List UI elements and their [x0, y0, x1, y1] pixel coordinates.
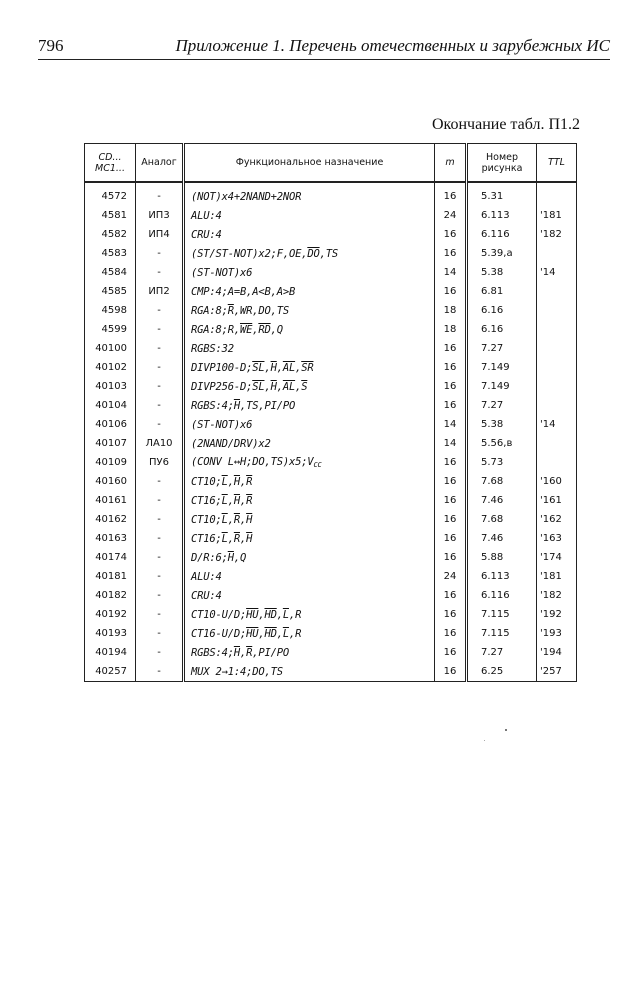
ic-table — [84, 143, 577, 682]
cell-function: $CT10;\overline{L},\overline{H},\overline{R}$ — [184, 472, 435, 491]
cell-m: 16 — [435, 624, 467, 643]
cell-analog: - — [136, 182, 184, 206]
inverted-signal: $\overline{SR}$ — [301, 361, 314, 374]
cell-analog: - — [136, 263, 184, 282]
cell-analog: ЛА10 — [136, 434, 184, 453]
table-row — [85, 567, 577, 586]
cell-function: $D/R:6;\overline{H},Q$ — [184, 548, 435, 567]
inverted-signal: $\overline{R}$ — [246, 475, 253, 488]
cell-analog: - — [136, 567, 184, 586]
cell-cd: 40257 — [85, 662, 136, 682]
table-row — [85, 510, 577, 529]
col-header-function: Функциональное назначение — [184, 144, 435, 183]
cell-figure: 5.39,a — [467, 244, 537, 263]
cell-analog: - — [136, 548, 184, 567]
table-row — [85, 339, 577, 358]
cell-figure: 7.68 — [467, 510, 537, 529]
table-row — [85, 282, 577, 301]
cell-ttl: '163 — [537, 529, 577, 548]
cell-m: 24 — [435, 206, 467, 225]
cell-figure: 6.116 — [467, 225, 537, 244]
cell-m: 14 — [435, 434, 467, 453]
cell-cd: 40174 — [85, 548, 136, 567]
table-row — [85, 434, 577, 453]
cell-figure: 7.27 — [467, 643, 537, 662]
cell-analog: ИП2 — [136, 282, 184, 301]
cell-m: 16 — [435, 643, 467, 662]
inverted-signal: $\overline{SL}$ — [252, 361, 265, 374]
cell-function: $CT16;\overline{L},\overline{R},\overline{H}$ — [184, 529, 435, 548]
cell-function: $RGA:8;\overline{R},WR,DO,TS$ — [184, 301, 435, 320]
cell-figure: 7.27 — [467, 396, 537, 415]
cell-m: 14 — [435, 263, 467, 282]
cell-m: 16 — [435, 282, 467, 301]
cell-figure: 6.116 — [467, 586, 537, 605]
cell-ttl: '161 — [537, 491, 577, 510]
inverted-signal: $\overline{L}$ — [282, 608, 289, 621]
cell-analog: ПУ6 — [136, 453, 184, 472]
cell-function: (CONV $L\leftrightarrow H;DO,TS)x5;V_{CC}$ — [184, 453, 435, 472]
cell-cd: 40104 — [85, 396, 136, 415]
table-row — [85, 377, 577, 396]
cell-ttl: '194 — [537, 643, 577, 662]
col-header-figure-line1: Номер — [486, 151, 518, 163]
cell-m: 18 — [435, 301, 467, 320]
cell-ttl: '181 — [537, 206, 577, 225]
cell-function: $CT10;\overline{L},\overline{R},\overline{H}$ — [184, 510, 435, 529]
cell-m: 16 — [435, 605, 467, 624]
inverted-signal: $\overline{HD}$ — [264, 627, 277, 640]
cell-cd: 4585 — [85, 282, 136, 301]
cell-cd: 4599 — [85, 320, 136, 339]
cell-ttl: '162 — [537, 510, 577, 529]
inverted-signal: $\overline{L}$ — [282, 627, 289, 640]
cell-figure: 5.31 — [467, 182, 537, 206]
cell-figure: 7.149 — [467, 377, 537, 396]
cell-m: 16 — [435, 548, 467, 567]
cell-figure: 6.25 — [467, 662, 537, 682]
table-row — [85, 529, 577, 548]
cell-analog: - — [136, 510, 184, 529]
col-header-figure-line2: рисунка — [481, 162, 523, 174]
cell-function: $DIVP256-D;\overline{SL},\overline{H},\overline{AL},\overline{S}$ — [184, 377, 435, 396]
table-row — [85, 472, 577, 491]
inverted-signal: $\overline{L}$ — [221, 475, 228, 488]
table-row — [85, 263, 577, 282]
inverted-signal: $\overline{DO}$ — [307, 247, 320, 260]
cell-ttl — [537, 182, 577, 206]
scan-speck — [484, 740, 485, 741]
cell-function: $RGBS:4;\overline{H},\overline{R},PI/PO$ — [184, 643, 435, 662]
table-header-row — [85, 144, 577, 183]
cell-figure: 7.27 — [467, 339, 537, 358]
col-header-cd-line2: MC1... — [95, 162, 125, 174]
inverted-signal: $\overline{H}$ — [246, 532, 253, 545]
inverted-signal: $\overline{H}$ — [270, 361, 277, 374]
cell-analog: - — [136, 624, 184, 643]
cell-function: MUX 2→1:4;DO,TS — [184, 662, 435, 682]
cell-m: 16 — [435, 225, 467, 244]
cell-ttl — [537, 377, 577, 396]
cell-analog: ИП3 — [136, 206, 184, 225]
inverted-signal: $\overline{H}$ — [233, 399, 240, 412]
cell-cd: 40182 — [85, 586, 136, 605]
table-row — [85, 453, 577, 472]
col-header-cd-line1: CD... — [98, 151, 122, 163]
table-row — [85, 491, 577, 510]
cell-function: $RGBS:4;\overline{H},TS,PI/PO$ — [184, 396, 435, 415]
col-header-analog: Аналог — [136, 144, 184, 183]
cell-function: $(ST/ST-NOT)x2;F,OE,\overline{DO},TS$ — [184, 244, 435, 263]
cell-function: (2NAND/DRV)x2 — [184, 434, 435, 453]
cell-function: (ST-NOT)x6 — [184, 415, 435, 434]
cell-function: RGBS:32 — [184, 339, 435, 358]
cell-figure: 6.81 — [467, 282, 537, 301]
col-header-m: m — [435, 144, 467, 183]
cell-m: 16 — [435, 529, 467, 548]
cell-analog: - — [136, 491, 184, 510]
cell-function: $CT16;\overline{L},\overline{H},\overline{R}$ — [184, 491, 435, 510]
cell-function: $DIVP100-D;\overline{SL},\overline{H},\overline{AL},\overline{SR}$ — [184, 358, 435, 377]
cell-analog: ИП4 — [136, 225, 184, 244]
cell-cd: 4582 — [85, 225, 136, 244]
cell-figure: 7.149 — [467, 358, 537, 377]
cell-cd: 40193 — [85, 624, 136, 643]
cell-cd: 40192 — [85, 605, 136, 624]
cell-ttl — [537, 434, 577, 453]
inverted-signal: $\overline{H}$ — [233, 646, 240, 659]
cell-cd: 40109 — [85, 453, 136, 472]
cell-ttl: '174 — [537, 548, 577, 567]
cell-function: $RGA:8;R,\overline{WE},\overline{RD},Q$ — [184, 320, 435, 339]
cell-cd: 4572 — [85, 182, 136, 206]
inverted-signal: $\overline{R}$ — [227, 304, 234, 317]
cell-ttl: '193 — [537, 624, 577, 643]
table-row — [85, 624, 577, 643]
cell-function: $CT16-U/D;\overline{HU},\overline{HD},\overline{L},R$ — [184, 624, 435, 643]
cell-cd: 40181 — [85, 567, 136, 586]
cell-analog: - — [136, 415, 184, 434]
inverted-signal: $\overline{WE}$ — [239, 323, 253, 336]
cell-function: (ST-NOT)x6 — [184, 263, 435, 282]
cell-ttl: '192 — [537, 605, 577, 624]
inverted-signal: $\overline{S}$ — [301, 380, 308, 393]
cell-analog: - — [136, 586, 184, 605]
inverted-signal: $\overline{H}$ — [233, 475, 240, 488]
cell-analog: - — [136, 605, 184, 624]
cell-figure: 7.115 — [467, 624, 537, 643]
cell-ttl — [537, 339, 577, 358]
cell-figure: 7.68 — [467, 472, 537, 491]
cell-ttl — [537, 453, 577, 472]
cell-cd: 4583 — [85, 244, 136, 263]
cell-analog: - — [136, 662, 184, 682]
running-title: Приложение 1. Перечень отечественных и зарубежных ИС — [175, 36, 610, 55]
cell-figure: 5.73 — [467, 453, 537, 472]
inverted-signal: $\overline{AL}$ — [282, 380, 296, 393]
cell-m: 14 — [435, 415, 467, 434]
table-row — [85, 244, 577, 263]
cell-m: 16 — [435, 358, 467, 377]
cell-figure: 6.16 — [467, 301, 537, 320]
cell-m: 16 — [435, 453, 467, 472]
cell-ttl — [537, 396, 577, 415]
cell-figure: 5.56,в — [467, 434, 537, 453]
cell-ttl: '182 — [537, 586, 577, 605]
cell-m: 16 — [435, 510, 467, 529]
cell-cd: 40160 — [85, 472, 136, 491]
cell-m: 16 — [435, 377, 467, 396]
cell-figure: 5.38 — [467, 415, 537, 434]
cell-figure: 5.88 — [467, 548, 537, 567]
cell-cd: 40102 — [85, 358, 136, 377]
cell-function: $CT10-U/D;\overline{HU},\overline{HD},\overline{L},R$ — [184, 605, 435, 624]
cell-function: CMP:4;A=B,A<B,A>B — [184, 282, 435, 301]
cell-m: 16 — [435, 472, 467, 491]
table-row — [85, 320, 577, 339]
cell-figure: 7.46 — [467, 491, 537, 510]
inverted-signal: $\overline{R}$ — [246, 646, 253, 659]
cell-cd: 40163 — [85, 529, 136, 548]
table-row — [85, 415, 577, 434]
cell-cd: 40162 — [85, 510, 136, 529]
cell-cd: 4584 — [85, 263, 136, 282]
vcc-subscript: CC — [313, 461, 322, 469]
table-row — [85, 586, 577, 605]
cell-cd: 40194 — [85, 643, 136, 662]
inverted-signal: $\overline{AL}$ — [282, 361, 296, 374]
cell-cd: 4581 — [85, 206, 136, 225]
cell-figure: 7.46 — [467, 529, 537, 548]
cell-analog: - — [136, 396, 184, 415]
inverted-signal: $\overline{R}$ — [233, 513, 240, 526]
cell-ttl: '257 — [537, 662, 577, 682]
cell-function: CRU:4 — [184, 225, 435, 244]
cell-analog: - — [136, 377, 184, 396]
cell-analog: - — [136, 529, 184, 548]
cell-ttl — [537, 244, 577, 263]
cell-m: 16 — [435, 491, 467, 510]
col-header-figure — [467, 144, 537, 183]
cell-function: CRU:4 — [184, 586, 435, 605]
inverted-signal: $\overline{L}$ — [221, 513, 228, 526]
cell-figure: 7.115 — [467, 605, 537, 624]
cell-ttl — [537, 358, 577, 377]
cell-m: 16 — [435, 244, 467, 263]
table-row — [85, 643, 577, 662]
inverted-signal: $\overline{R}$ — [246, 494, 253, 507]
table-row — [85, 301, 577, 320]
cell-ttl: '181 — [537, 567, 577, 586]
cell-m: 16 — [435, 662, 467, 682]
table-row — [85, 206, 577, 225]
table-row — [85, 548, 577, 567]
table-row — [85, 605, 577, 624]
cell-analog: - — [136, 301, 184, 320]
inverted-signal: $\overline{H}$ — [270, 380, 277, 393]
cell-cd: 40161 — [85, 491, 136, 510]
inverted-signal: $\overline{H}$ — [227, 551, 234, 564]
cell-ttl: '182 — [537, 225, 577, 244]
col-header-ttl: TTL — [537, 144, 577, 183]
cell-cd: 4598 — [85, 301, 136, 320]
cell-analog: - — [136, 643, 184, 662]
inverted-signal: $\overline{L}$ — [221, 532, 228, 545]
page-number: 796 — [38, 36, 64, 55]
table-row — [85, 358, 577, 377]
page-header — [38, 36, 610, 60]
table-row — [85, 662, 577, 682]
cell-cd: 40100 — [85, 339, 136, 358]
inverted-signal: $\overline{H}$ — [246, 513, 253, 526]
cell-m: 16 — [435, 182, 467, 206]
table-caption: Окончание табл. П1.2 — [431, 116, 580, 133]
inverted-signal: $\overline{H}$ — [233, 494, 240, 507]
cell-function: ALU:4 — [184, 206, 435, 225]
cell-analog: - — [136, 472, 184, 491]
table-row — [85, 225, 577, 244]
cell-analog: - — [136, 244, 184, 263]
cell-figure: 6.113 — [467, 567, 537, 586]
scan-speck — [505, 729, 507, 731]
inverted-signal: $\overline{L}$ — [221, 494, 228, 507]
cell-function: (NOT)x4+2NAND+2NOR — [184, 182, 435, 206]
cell-ttl — [537, 301, 577, 320]
cell-cd: 40107 — [85, 434, 136, 453]
cell-m: 16 — [435, 586, 467, 605]
cell-m: 16 — [435, 339, 467, 358]
table-row — [85, 182, 577, 206]
cell-ttl: '14 — [537, 263, 577, 282]
cell-cd: 40103 — [85, 377, 136, 396]
inverted-signal: $\overline{SL}$ — [252, 380, 265, 393]
cell-analog: - — [136, 358, 184, 377]
inverted-signal: $\overline{HD}$ — [264, 608, 277, 621]
table-row — [85, 396, 577, 415]
inverted-signal: $\overline{HU}$ — [246, 608, 259, 621]
cell-ttl: '160 — [537, 472, 577, 491]
cell-m: 18 — [435, 320, 467, 339]
cell-m: 16 — [435, 396, 467, 415]
cell-analog: - — [136, 339, 184, 358]
cell-ttl — [537, 320, 577, 339]
cell-figure: 6.113 — [467, 206, 537, 225]
cell-cd: 40106 — [85, 415, 136, 434]
cell-ttl — [537, 282, 577, 301]
cell-ttl: '14 — [537, 415, 577, 434]
cell-analog: - — [136, 320, 184, 339]
cell-m: 24 — [435, 567, 467, 586]
cell-function: ALU:4 — [184, 567, 435, 586]
cell-figure: 6.16 — [467, 320, 537, 339]
inverted-signal: $\overline{HU}$ — [246, 627, 259, 640]
col-header-cd — [85, 144, 136, 183]
inverted-signal: $\overline{R}$ — [233, 532, 240, 545]
inverted-signal: $\overline{RD}$ — [258, 323, 271, 336]
cell-figure: 5.38 — [467, 263, 537, 282]
